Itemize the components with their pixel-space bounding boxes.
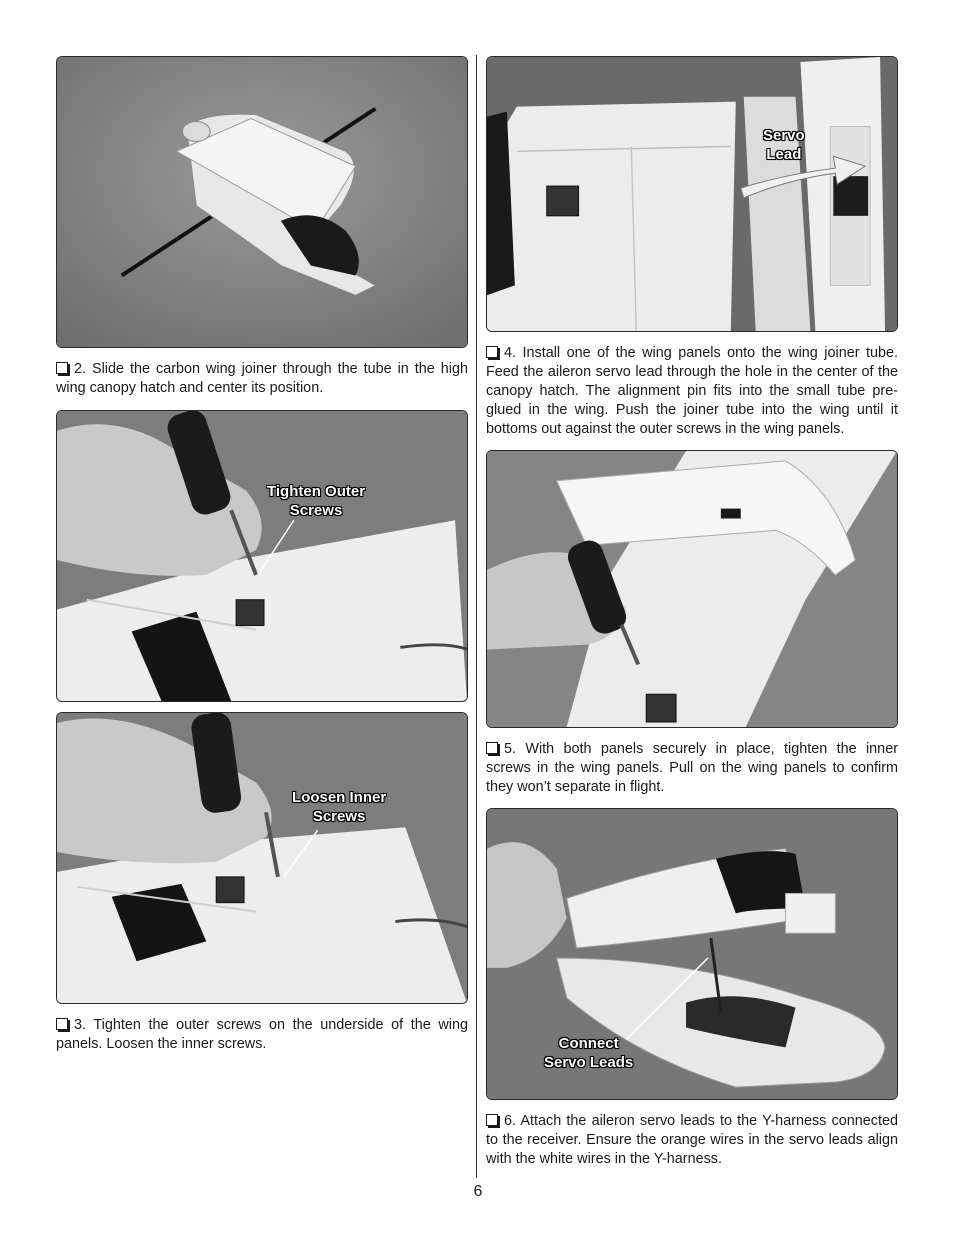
page-number: 6 [473, 1183, 483, 1200]
checkbox-icon[interactable] [56, 1018, 68, 1030]
step-3-caption: 3. Tighten the outer screws on the underside of the wing panels. Loosen the inner screws. [56, 1017, 468, 1052]
photo-loosen-inner-screws [56, 712, 468, 1004]
callout-tighten-outer-screws: Tighten Outer Screws [267, 483, 366, 519]
checkbox-icon[interactable] [56, 362, 68, 374]
checkbox-icon[interactable] [486, 742, 498, 754]
callout-loosen-inner-screws: Loosen Inner Screws [292, 789, 387, 825]
column-divider [476, 55, 477, 1178]
step-5-caption: 5. With both panels securely in place, tighten the inner screws in the wing panels. Pull on the wing panels to confirm they won’t separate in flight. [486, 741, 898, 795]
photo-servo-lead [486, 56, 898, 332]
photo-canopy-joiner [56, 56, 468, 348]
photo-wing-panels-installed [486, 450, 898, 728]
checkbox-icon[interactable] [486, 1114, 498, 1126]
callout-servo-lead: Servo Lead [763, 127, 805, 163]
photo-connect-servo-leads [486, 808, 898, 1100]
callout-connect-servo-leads: Connect Servo Leads [544, 1035, 634, 1071]
photo-tighten-outer-screws [56, 410, 468, 702]
checkbox-icon[interactable] [486, 346, 498, 358]
step-2-caption: 2. Slide the carbon wing joiner through the tube in the high wing canopy hatch and center its position. [56, 361, 468, 396]
step-4-caption: 4. Install one of the wing panels onto the wing joiner tube. Feed the aileron servo lead through the hole in the center of the canopy hatch. The alignment pin fits into the small tube pre-glued in the wing. Push the joiner tube into the wing until it bottoms out against the outer screws in the wing panels. [486, 345, 898, 437]
step-6-caption: 6. Attach the aileron servo leads to the Y-harness connected to the receiver. Ensure the orange wires in the servo leads align with the white wires in the Y-harness. [486, 1113, 898, 1167]
